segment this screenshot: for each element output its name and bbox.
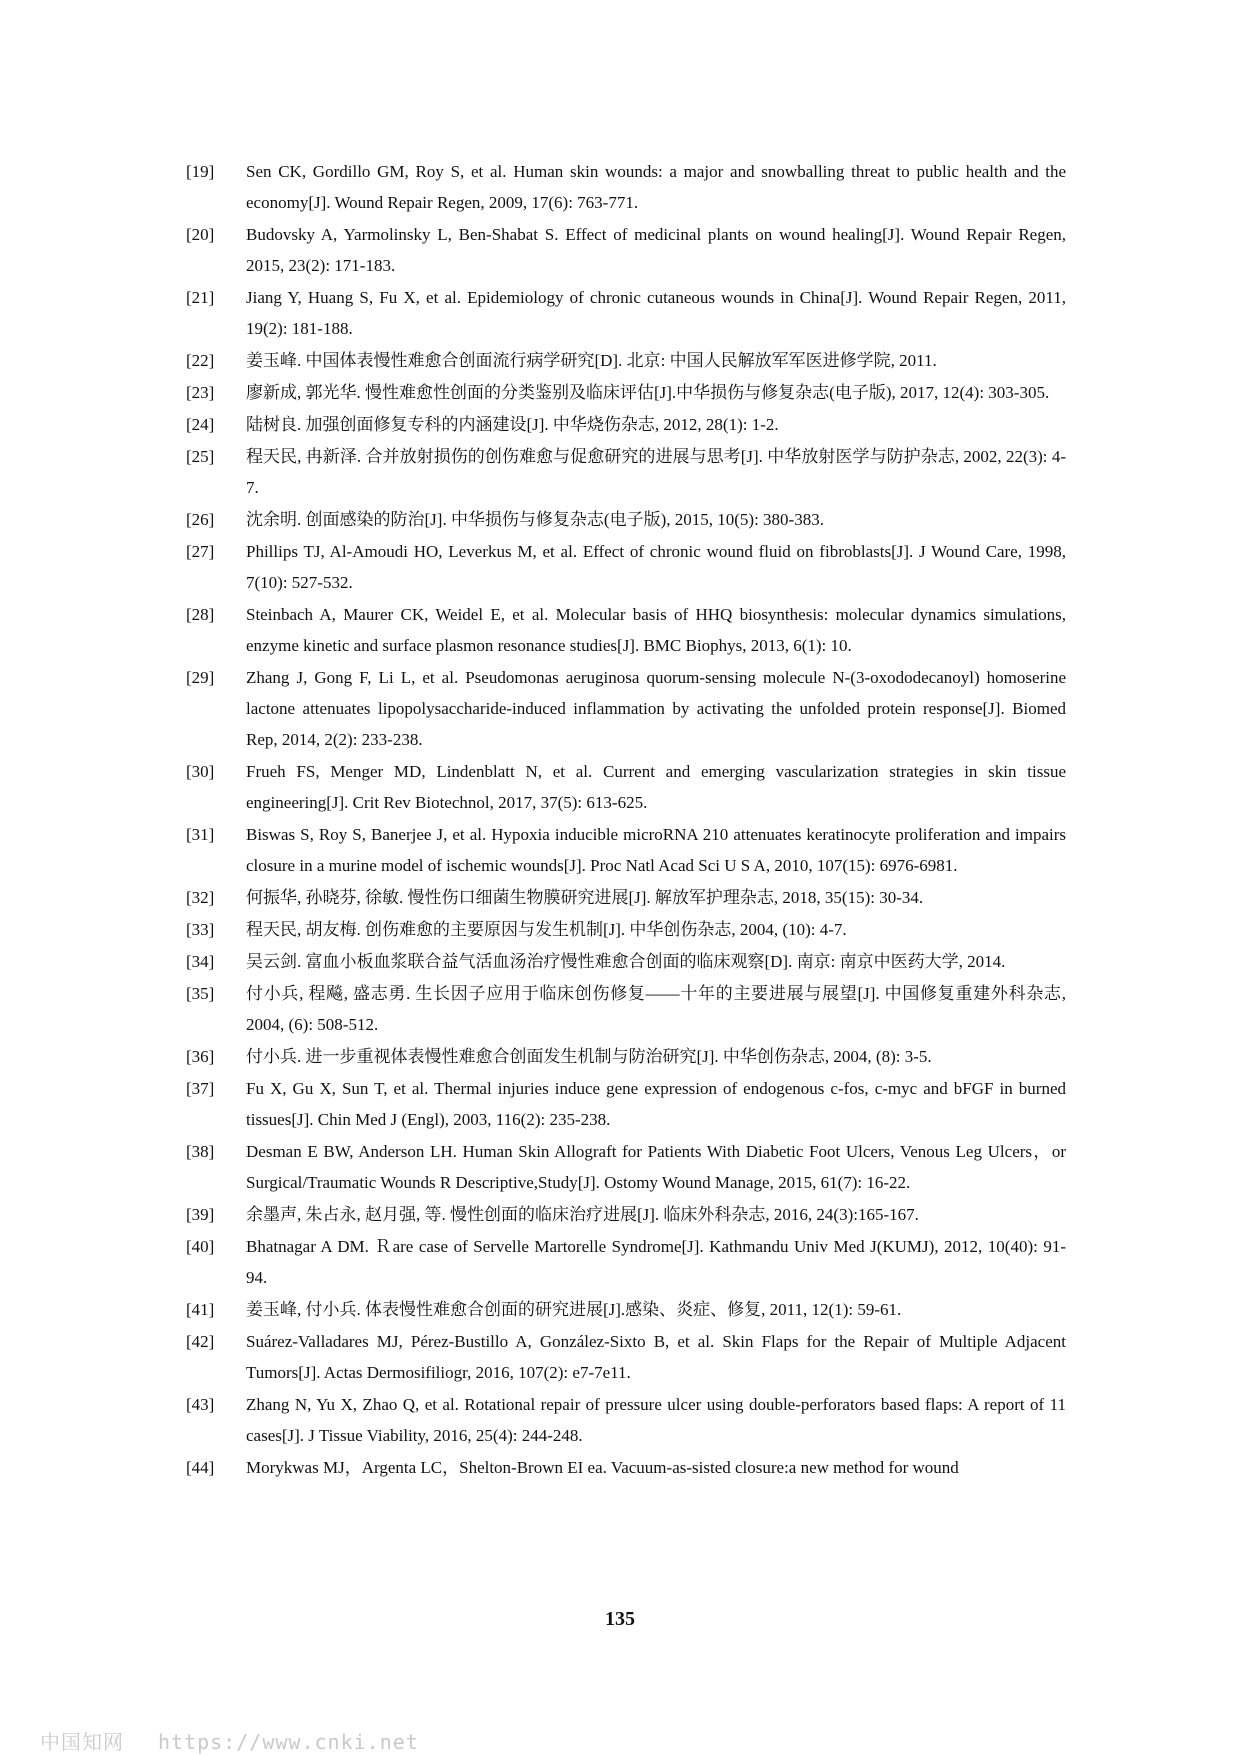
reference-item <box>186 377 1066 408</box>
reference-item <box>186 978 1066 1040</box>
reference-text: Fu X, Gu X, Sun T, et al. Thermal injuries induce gene expression of endogenous c-fos, c-myc and bFGF in burned tissues[J]. Chin Med J (Engl), 2003, 116(2): 235-238. <box>246 1079 1066 1129</box>
reference-item <box>186 536 1066 598</box>
reference-number: [22] <box>186 351 215 370</box>
reference-number: [42] <box>186 1332 215 1351</box>
watermark <box>40 1726 419 1755</box>
reference-item <box>186 1294 1066 1325</box>
reference-text: Frueh FS, Menger MD, Lindenblatt N, et al. Current and emerging vascularization strategies in skin tissue engineering[J]. Crit Rev Biotechnol, 2017, 37(5): 613-625. <box>246 762 1066 812</box>
reference-number: [28] <box>186 605 215 624</box>
reference-text: Budovsky A, Yarmolinsky L, Ben-Shabat S. Effect of medicinal plants on wound healing[J]. Wound Repair Regen, 2015, 23(2): 171-183. <box>246 225 1066 275</box>
reference-number: [27] <box>186 542 215 561</box>
reference-text: 姜玉峰, 付小兵. 体表慢性难愈合创面的研究进展[J].感染、炎症、修复, 2011, 12(1): 59-61. <box>246 1300 902 1319</box>
reference-text: Biswas S, Roy S, Banerjee J, et al. Hypoxia inducible microRNA 210 attenuates keratinocyte proliferation and impairs closure in a murine model of ischemic wounds[J]. Proc Natl Acad Sci U S A, 2010, 107(15): 6976-6981. <box>246 825 1066 875</box>
reference-number: [21] <box>186 288 215 307</box>
reference-item <box>186 1199 1066 1230</box>
reference-text: 余墨声, 朱占永, 赵月强, 等. 慢性创面的临床治疗进展[J]. 临床外科杂志, 2016, 24(3):165-167. <box>246 1205 919 1224</box>
reference-number: [43] <box>186 1395 215 1414</box>
reference-number: [34] <box>186 952 215 971</box>
reference-text: 付小兵. 进一步重视体表慢性难愈合创面发生机制与防治研究[J]. 中华创伤杂志, 2004, (8): 3-5. <box>246 1047 932 1066</box>
reference-text: 陆树良. 加强创面修复专科的内涵建设[J]. 中华烧伤杂志, 2012, 28(1): 1-2. <box>246 415 779 434</box>
page-number: 135 <box>605 1608 635 1630</box>
reference-item <box>186 1136 1066 1198</box>
reference-item <box>186 156 1066 218</box>
reference-item <box>186 345 1066 376</box>
reference-item <box>186 219 1066 281</box>
reference-number: [23] <box>186 383 215 402</box>
reference-item <box>186 1231 1066 1293</box>
reference-item <box>186 882 1066 913</box>
reference-item <box>186 914 1066 945</box>
reference-number: [40] <box>186 1237 215 1256</box>
reference-item <box>186 441 1066 503</box>
reference-number: [20] <box>186 225 215 244</box>
reference-number: [29] <box>186 668 215 687</box>
reference-text: Suárez-Valladares MJ, Pérez-Bustillo A, González-Sixto B, et al. Skin Flaps for the Repair of Multiple Adjacent Tumors[J]. Actas Dermosifiliogr, 2016, 107(2): e7-7e11. <box>246 1332 1066 1382</box>
reference-text: 付小兵, 程飚, 盛志勇. 生长因子应用于临床创伤修复——十年的主要进展与展望[J]. 中国修复重建外科杂志, 2004, (6): 508-512. <box>246 984 1066 1034</box>
reference-item <box>186 282 1066 344</box>
reference-text: Zhang N, Yu X, Zhao Q, et al. Rotational repair of pressure ulcer using double-perforators based flaps: A report of 11 cases[J]. J Tissue Viability, 2016, 25(4): 244-248. <box>246 1395 1066 1445</box>
reference-number: [33] <box>186 920 215 939</box>
reference-text: Jiang Y, Huang S, Fu X, et al. Epidemiology of chronic cutaneous wounds in China[J]. Wound Repair Regen, 2011, 19(2): 181-188. <box>246 288 1066 338</box>
reference-text: 沈余明. 创面感染的防治[J]. 中华损伤与修复杂志(电子版), 2015, 10(5): 380-383. <box>246 510 824 529</box>
reference-number: [25] <box>186 447 215 466</box>
reference-text: Bhatnagar A DM. Ｒare case of Servelle Martorelle Syndrome[J]. Kathmandu Univ Med J(KUMJ), 2012, 10(40): 91-94. <box>246 1237 1066 1287</box>
watermark-logo-text: 中国知网 <box>40 1730 124 1754</box>
reference-number: [31] <box>186 825 215 844</box>
reference-item <box>186 409 1066 440</box>
reference-number: [24] <box>186 415 215 434</box>
reference-list <box>186 156 1066 1484</box>
reference-item <box>186 599 1066 661</box>
reference-text: Morykwas MJ，Argenta LC，Shelton-Brown EI ea. Vacuum-as-sisted closure:a new method for wound <box>246 1458 959 1477</box>
reference-item <box>186 1041 1066 1072</box>
reference-item <box>186 946 1066 977</box>
reference-text: 吴云剑. 富血小板血浆联合益气活血汤治疗慢性难愈合创面的临床观察[D]. 南京: 南京中医药大学, 2014. <box>246 952 1006 971</box>
reference-number: [26] <box>186 510 215 529</box>
reference-text: 程天民, 冉新泽. 合并放射损伤的创伤难愈与促愈研究的进展与思考[J]. 中华放射医学与防护杂志, 2002, 22(3): 4-7. <box>246 447 1066 497</box>
reference-text: 何振华, 孙晓芬, 徐敏. 慢性伤口细菌生物膜研究进展[J]. 解放军护理杂志, 2018, 35(15): 30-34. <box>246 888 924 907</box>
reference-item <box>186 1389 1066 1451</box>
reference-text: Sen CK, Gordillo GM, Roy S, et al. Human skin wounds: a major and snowballing threat to public health and the economy[J]. Wound Repair Regen, 2009, 17(6): 763-771. <box>246 162 1066 212</box>
reference-text: Phillips TJ, Al-Amoudi HO, Leverkus M, et al. Effect of chronic wound fluid on fibroblasts[J]. J Wound Care, 1998, 7(10): 527-532. <box>246 542 1066 592</box>
reference-number: [37] <box>186 1079 215 1098</box>
reference-number: [44] <box>186 1458 215 1477</box>
reference-number: [39] <box>186 1205 215 1224</box>
reference-text: 姜玉峰. 中国体表慢性难愈合创面流行病学研究[D]. 北京: 中国人民解放军军医进修学院, 2011. <box>246 351 937 370</box>
reference-number: [30] <box>186 762 215 781</box>
reference-number: [35] <box>186 984 215 1003</box>
reference-text: Zhang J, Gong F, Li L, et al. Pseudomonas aeruginosa quorum-sensing molecule N-(3-oxododecanoyl) homoserine lactone attenuates lipopolysaccharide-induced inflammation by activating the unfolded protein response[J]. Biomed Rep, 2014, 2(2): 233-238. <box>246 668 1066 749</box>
reference-item <box>186 819 1066 881</box>
reference-item <box>186 1452 1066 1483</box>
watermark-url: https://www.cnki.net <box>158 1730 419 1754</box>
reference-item <box>186 662 1066 755</box>
reference-item <box>186 504 1066 535</box>
reference-item <box>186 1073 1066 1135</box>
reference-number: [41] <box>186 1300 215 1319</box>
reference-text: Steinbach A, Maurer CK, Weidel E, et al. Molecular basis of HHQ biosynthesis: molecular dynamics simulations, enzyme kinetic and surface plasmon resonance studies[J]. BMC Biophys, 2013, 6(1): 10. <box>246 605 1066 655</box>
reference-item <box>186 1326 1066 1388</box>
reference-text: 廖新成, 郭光华. 慢性难愈性创面的分类鉴别及临床评估[J].中华损伤与修复杂志(电子版), 2017, 12(4): 303-305. <box>246 383 1050 402</box>
reference-item <box>186 756 1066 818</box>
reference-number: [19] <box>186 162 215 181</box>
reference-text: 程天民, 胡友梅. 创伤难愈的主要原因与发生机制[J]. 中华创伤杂志, 2004, (10): 4-7. <box>246 920 847 939</box>
reference-number: [32] <box>186 888 215 907</box>
reference-number: [38] <box>186 1142 215 1161</box>
reference-number: [36] <box>186 1047 215 1066</box>
reference-text: Desman E BW, Anderson LH. Human Skin Allograft for Patients With Diabetic Foot Ulcers, Venous Leg Ulcers，or Surgical/Traumatic Wounds R Descriptive,Study[J]. Ostomy Wound Manage, 2015, 61(7): 16-22. <box>246 1142 1066 1192</box>
